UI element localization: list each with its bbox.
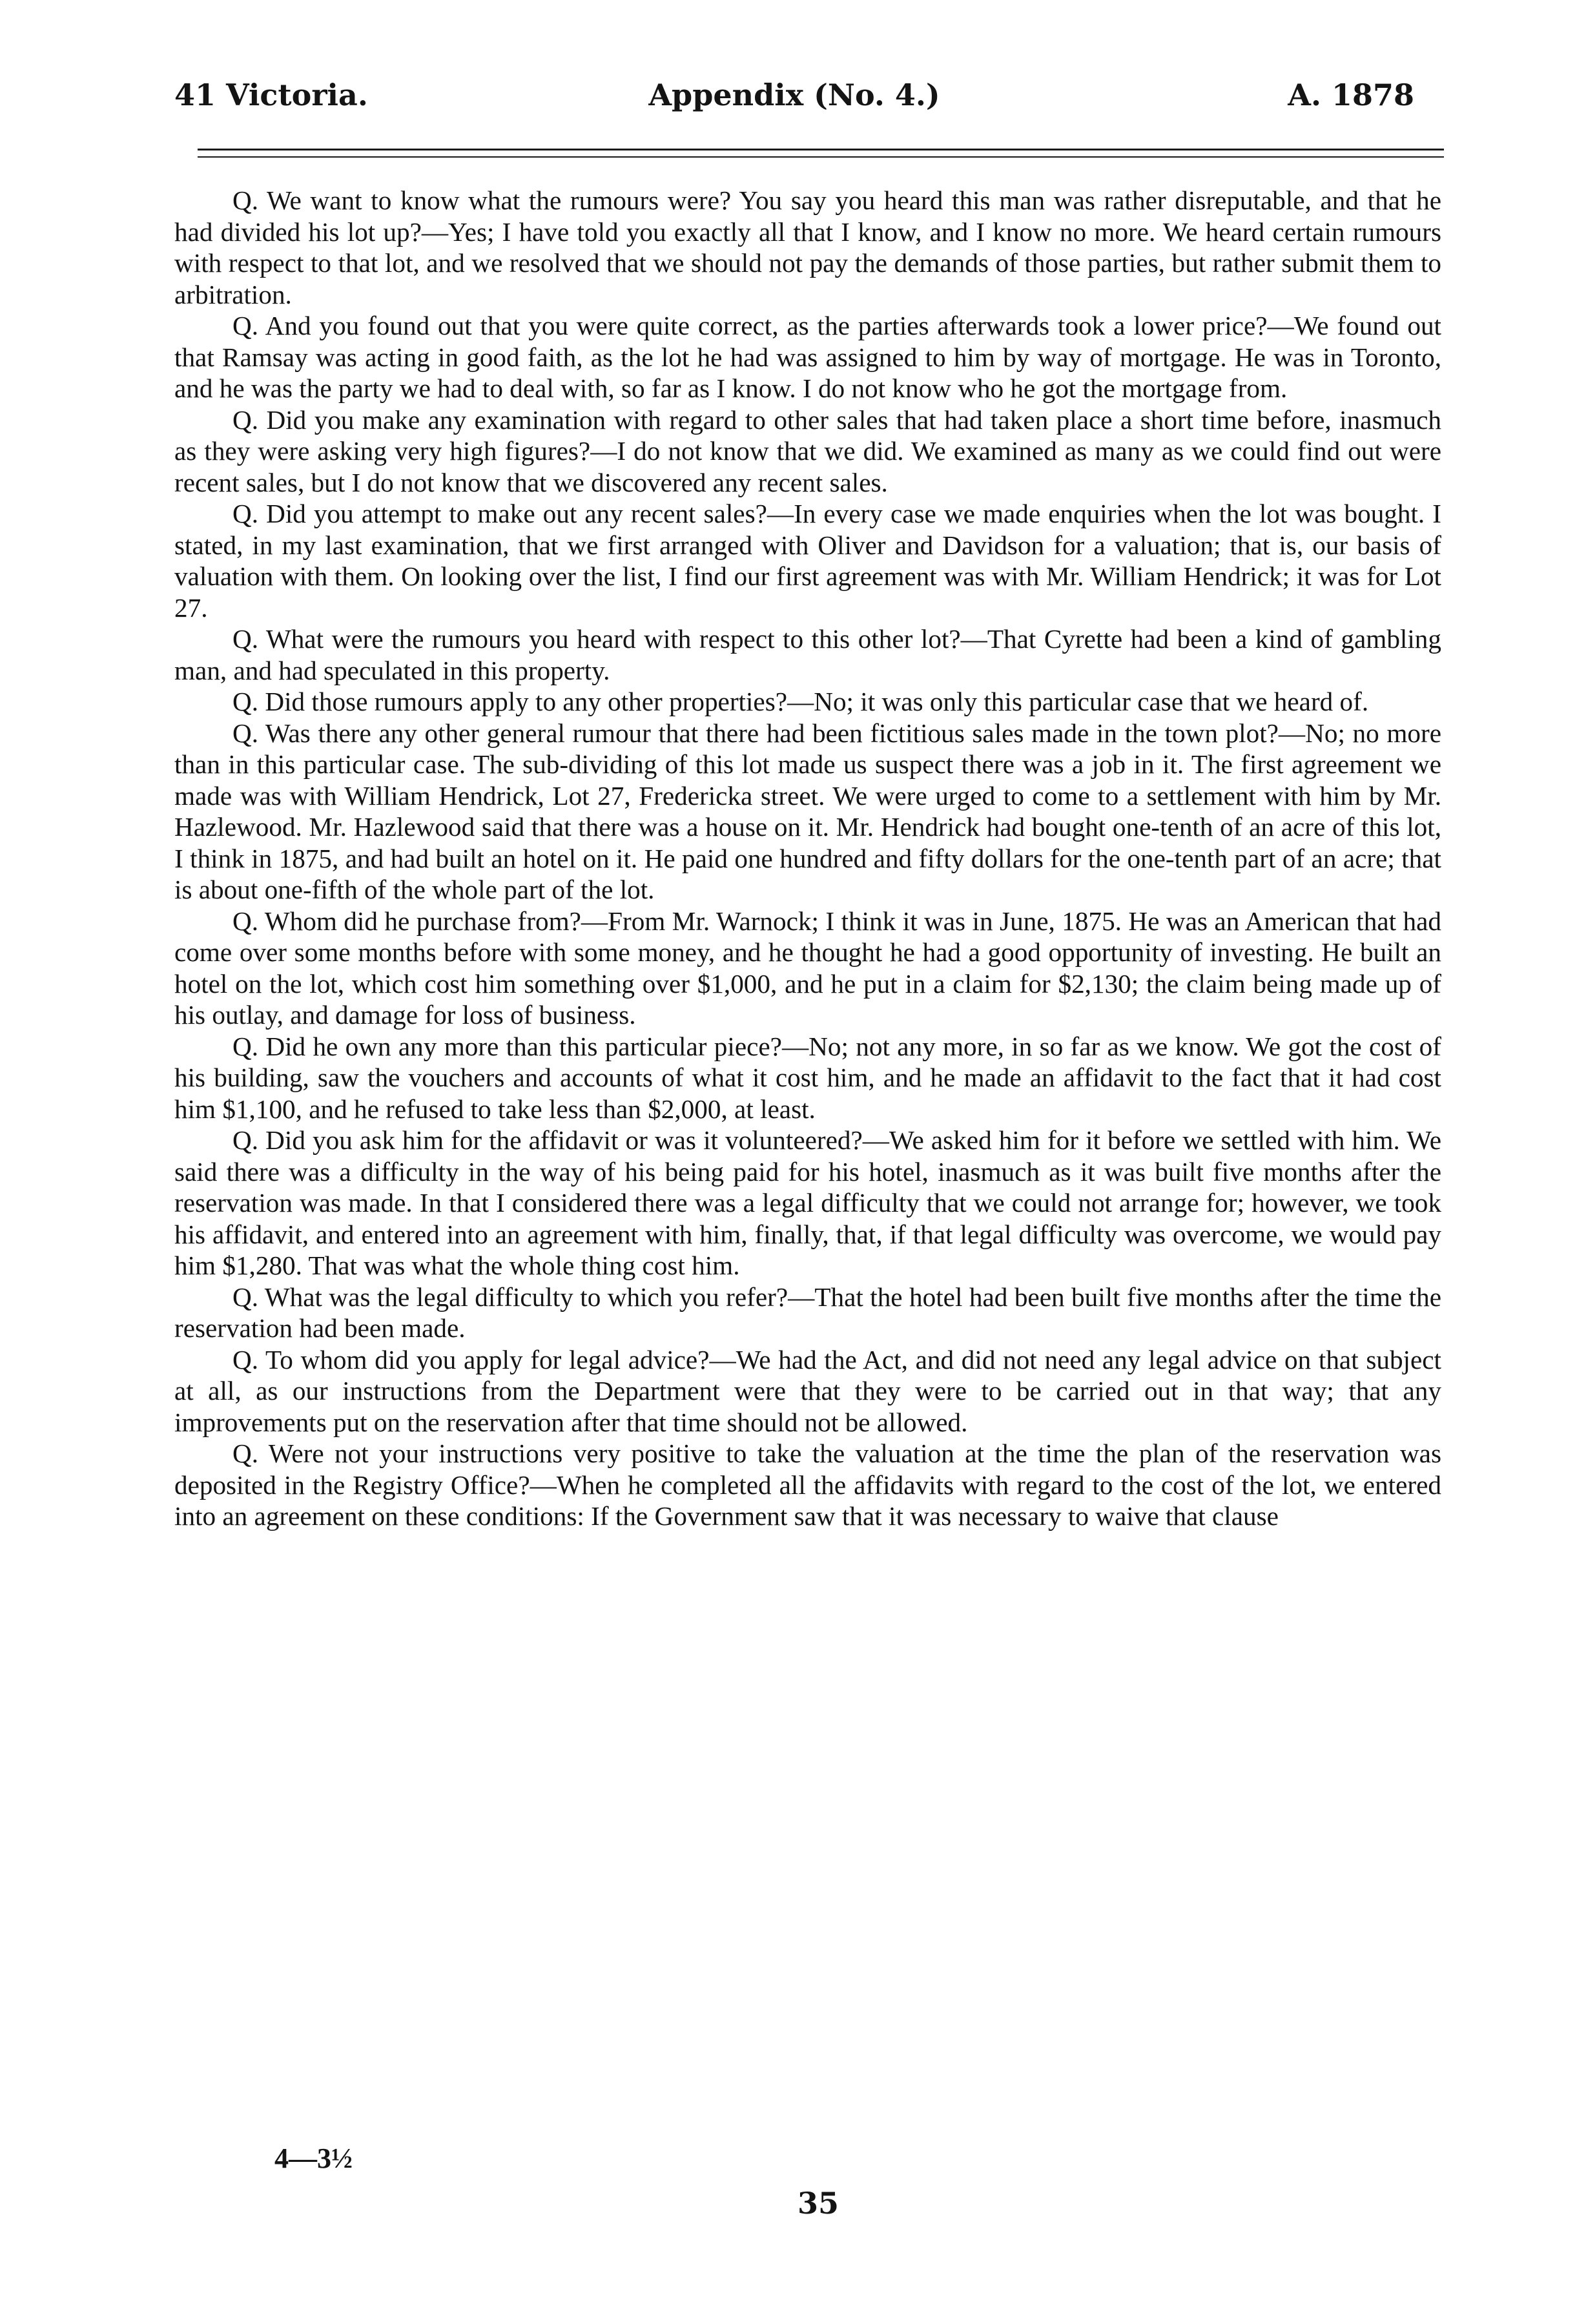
header-year: A. 1878 <box>1288 78 1414 112</box>
page-number: 35 <box>798 2186 839 2221</box>
paragraph: Q. And you found out that you were quite correct, as the parties afterwards took a lower price?—We found out that Ramsay was acting in good faith, as the lot he had was assigned to him by way of mortgage. He was in Toronto, and he was the party we had to deal with, so far as I know. I do not know who he got the mortgage from. <box>174 311 1441 403</box>
paragraph: Q. Whom did he purchase from?—From Mr. Warnock; I think it was in June, 1875. He was an American that had come over some months before with some money, and he thought he had a good opportunity of investing. He built an hotel on the lot, which cost him something over $1,000, and he put in a claim for $2,130; the claim being made up of his outlay, and damage for loss of business. <box>174 906 1441 1030</box>
header-appendix: Appendix (No. 4.) <box>648 78 940 112</box>
signature-mark: 4—3½ <box>274 2142 353 2174</box>
paragraph: Q. Did you attempt to make out any recent sales?—In every case we made enquiries when the lot was bought. I stated, in my last examination, that we first arranged with Oliver and Davidson for a valuation; that is, our basis of valuation with them. On looking over the list, I find our first agreement was with Mr. William Hendrick; it was for Lot 27. <box>174 499 1441 623</box>
header-rule-bottom <box>198 156 1444 158</box>
paragraph: Q. Were not your instructions very positive to take the valuation at the time the plan of the reservation was deposited in the Registry Office?—When he completed all the affidavits with regard to the cost of the lot, we entered into an agreement on these conditions: If the Government saw that it was necessary to waive that clause <box>174 1438 1441 1531</box>
paragraph: Q. What were the rumours you heard with respect to this other lot?—That Cyrette had been a kind of gambling man, and had speculated in this property. <box>174 624 1441 685</box>
paragraph: Q. Did he own any more than this particular piece?—No; not any more, in so far as we know. We got the cost of his building, saw the vouchers and accounts of what it cost him, and he made an affidavit to the fact that it had cost him $1,100, and he refused to take less than $2,000, at least. <box>174 1031 1441 1124</box>
header-rule-top <box>198 149 1444 150</box>
header-session: 41 Victoria. <box>174 78 368 112</box>
testimony-body <box>174 185 1441 1532</box>
paragraph: Q. Did those rumours apply to any other properties?—No; it was only this particular case that we heard of. <box>232 687 1369 716</box>
paragraph: Q. Did you ask him for the affidavit or was it volunteered?—We asked him for it before we settled with him. We said there was a difficulty in the way of his being paid for his hotel, inasmuch as it was built five months after the reservation was made. In that I considered there was a legal difficulty that we could not arrange for; however, we took his affidavit, and entered into an agreement with him, finally, that, if that legal difficulty was overcome, we would pay him $1,280. That was what the whole thing cost him. <box>174 1125 1441 1280</box>
paragraph: Q. Was there any other general rumour that there had been fictitious sales made in the town plot?—No; no more than in this particular case. The sub-dividing of this lot made us suspect there was a job in it. The first agreement we made was with William Hendrick, Lot 27, Fredericka street. We were urged to come to a settlement with him by Mr. Hazlewood. Mr. Hazlewood said that there was a house on it. Mr. Hendrick had bought one-tenth of an acre of this lot, I think in 1875, and had built an hotel on it. He paid one hundred and fifty dollars for the one-tenth part of an acre; that is about one-fifth of the whole part of the lot. <box>174 718 1441 904</box>
paragraph: Q. We want to know what the rumours were? You say you heard this man was rather disreputable, and that he had divided his lot up?—Yes; I have told you exactly all that I know, and I know no more. We heard certain rumours with respect to that lot, and we resolved that we should not pay the demands of those parties, but rather submit them to arbitration. <box>174 185 1441 309</box>
paragraph: Q. What was the legal difficulty to which you refer?—That the hotel had been built five months after the time the reservation had been made. <box>174 1281 1441 1343</box>
paragraph: Q. Did you make any examination with regard to other sales that had taken place a short time before, inasmuch as they were asking very high figures?—I do not know that we did. We examined as many as we could find out were recent sales, but I do not know that we discovered any recent sales. <box>174 404 1441 497</box>
paragraph: Q. To whom did you apply for legal advice?—We had the Act, and did not need any legal advice on that subject at all, as our instructions from the Department were that they were to be carried out in that way; that any improvements put on the reservation after that time should not be allowed. <box>174 1344 1441 1437</box>
running-header <box>174 78 1414 129</box>
